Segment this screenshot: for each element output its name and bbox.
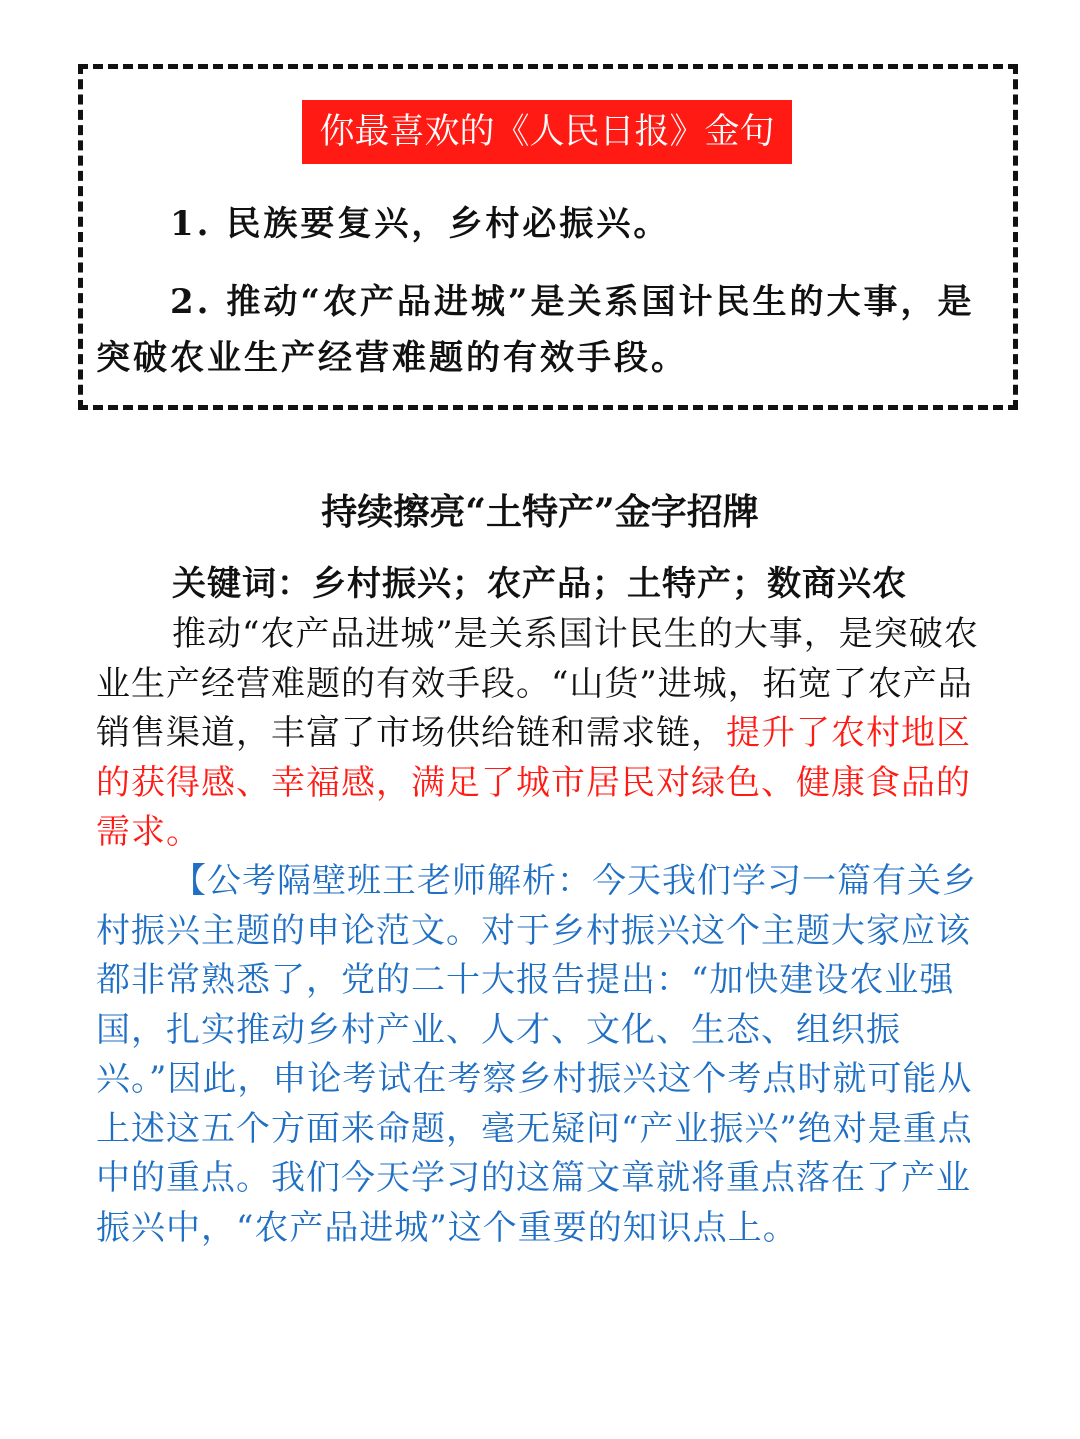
quote-item-1: 1. 民族要复兴，乡村必振兴。 (170, 204, 671, 244)
article-title: 持续擦亮“土特产”金字招牌 (321, 491, 759, 533)
quote-box-title: 你最喜欢的《人民日报》金句 (302, 100, 792, 164)
article-keywords: 关键词：乡村振兴；农产品；土特产；数商兴农 (172, 564, 907, 604)
article-paragraph (96, 610, 988, 858)
article-paragraph-highlight: 提升了农村地区的获得感、幸福感，满足了城市居民对绿色、健康食品的需求。 (96, 713, 971, 852)
article-paragraph-main: 推动“农产品进城”是关系国计民生的大事，是突破农业生产经营难题的有效手段。“山货”进城，拓宽了农产品销售渠道，丰富了市场供给链和需求链， (96, 614, 979, 753)
teacher-analysis: 【公考隔壁班王老师解析：今天我们学习一篇有关乡村振兴主题的申论范文。对于乡村振兴这个主题大家应该都非常熟悉了，党的二十大报告提出：“加快建设农业强国，扎实推动乡村产业、人才、文化、生态、组织振兴。”因此，申论考试在考察乡村振兴这个考点时就可能从上述这五个方面来命题，毫无疑问“产业振兴”绝对是重点中的重点。我们今天学习的这篇文章就将重点落在了产业振兴中，“农产品进城”这个重要的知识点上。 (96, 861, 977, 1248)
quote-item-2: 2. 推动“农产品进城”是关系国计民生的大事，是突破农业生产经营难题的有效手段。 (96, 282, 975, 378)
